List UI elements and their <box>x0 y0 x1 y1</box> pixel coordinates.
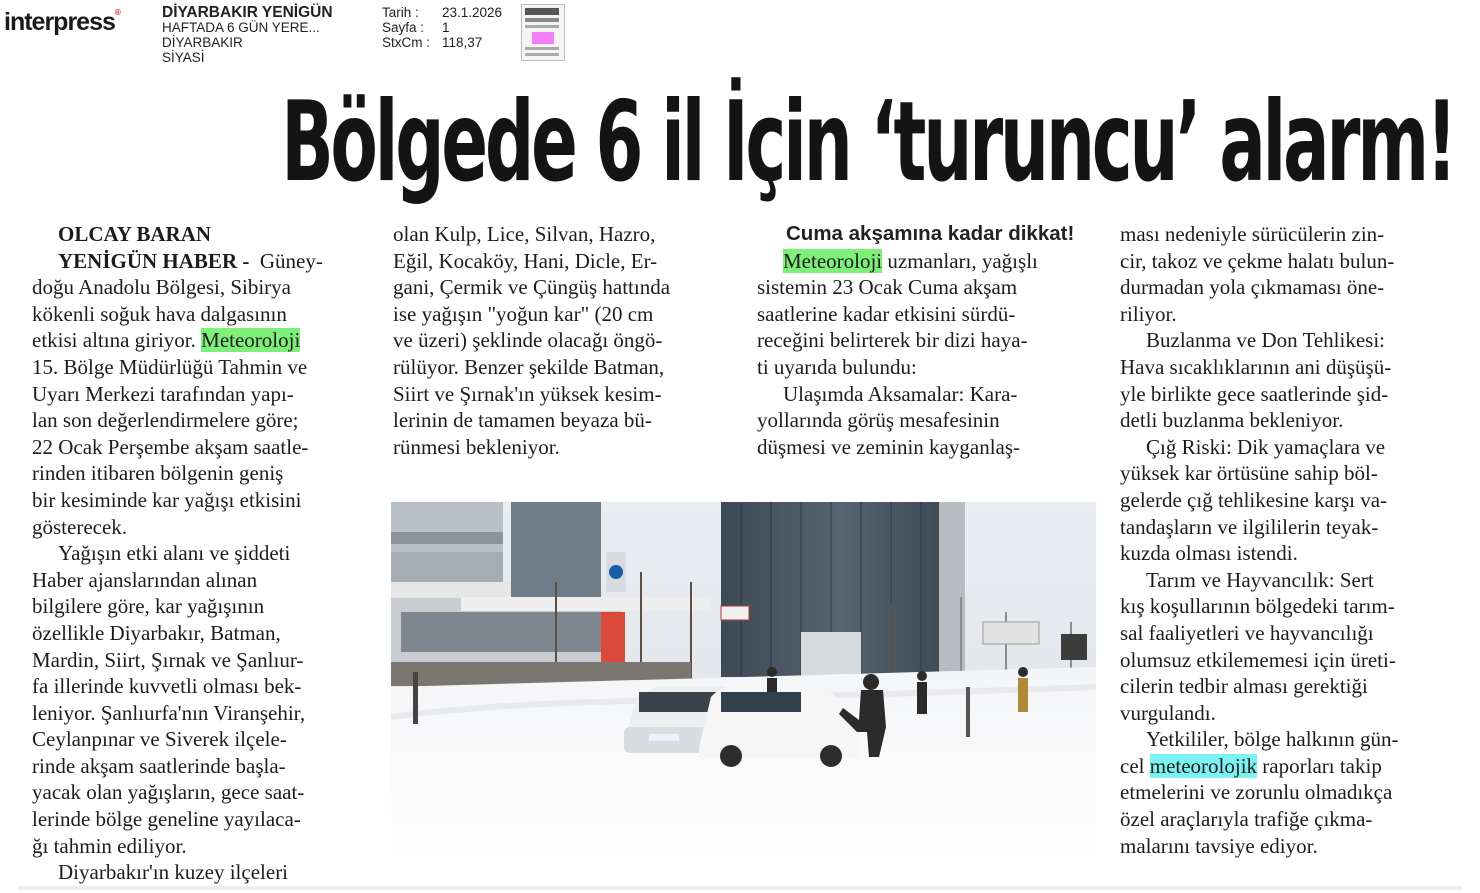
column-4 <box>1120 221 1465 859</box>
lead-line: YENİGÜN HABER - Güney- <box>58 248 323 273</box>
publication-city: DİYARBAKIR <box>162 35 243 50</box>
text-line: sistemin 23 Ocak Cuma akşam <box>757 275 1018 300</box>
publication-frequency: HAFTADA 6 GÜN YERE... <box>162 20 320 35</box>
text-line: Çığ Riski: Dik yamaçlara ve <box>1146 434 1386 459</box>
column-2 <box>393 221 743 460</box>
text-line: cel meteorolojik raporları takip <box>1120 753 1382 778</box>
text-line: ğı tahmin ediliyor. <box>32 833 187 858</box>
text-line: Hava sıcaklıklarının ani düşüşü- <box>1120 354 1392 379</box>
text-line: özel araçlarıyla trafiğe çıkma- <box>1120 807 1373 832</box>
publication-name: DİYARBAKIR YENİGÜN <box>162 4 333 21</box>
text-line: lerinin de tamamen beyaza bü- <box>393 408 652 433</box>
highlight-meteorolojik: meteorolojik <box>1149 753 1258 778</box>
text-line: 22 Ocak Perşembe akşam saatle- <box>32 434 309 459</box>
text-line: yacak olan yağışların, gece saat- <box>32 780 305 805</box>
text-line: düşmesi ve zeminin kayganlaş- <box>757 434 1021 459</box>
text-line: olumsuz etkilememesi için üreti- <box>1120 647 1396 672</box>
clipping-meta <box>382 5 502 50</box>
interpress-logo: interpress® <box>4 8 120 36</box>
page-thumbnail[interactable] <box>521 4 565 61</box>
text-line: Uyarı Merkezi tarafından yapı- <box>32 381 294 406</box>
byline-author: OLCAY BARAN <box>58 222 212 246</box>
text-line: detli buzlanma bekleniyor. <box>1120 408 1344 433</box>
snow-scene-illustration <box>391 502 1096 863</box>
text-line: kökenli soğuk hava dalgasının <box>32 301 287 326</box>
text-line: etmelerini ve zorunlu olmadıkça <box>1120 780 1393 805</box>
text-line: ti uyarıda bulundu: <box>757 354 917 379</box>
column-1 <box>32 221 372 886</box>
text-line: vurgulandı. <box>1120 700 1216 725</box>
column-3 <box>757 221 1102 460</box>
text-line: cilerin tedbir alması gerektiği <box>1120 674 1368 699</box>
text-line: malarını tavsiye ediyor. <box>1120 833 1318 858</box>
text-line: Buzlanma ve Don Tehlikesi: <box>1146 328 1386 353</box>
meta-page: Sayfa : 1 <box>382 20 450 35</box>
text-line: bilgilere göre, kar yağışının <box>32 594 265 619</box>
text-line: yüksek kar örtüsüne sahip böl- <box>1120 461 1378 486</box>
text-line: olan Kulp, Lice, Silvan, Hazro, <box>393 222 656 246</box>
text-line: bir kesiminde kar yağışı etkisini <box>32 487 302 512</box>
text-line: Yetkililer, bölge halkının gün- <box>1146 727 1399 752</box>
text-line: rinde akşam saatlerinde başla- <box>32 753 286 778</box>
meta-stxcm: StxCm : 118,37 <box>382 35 483 50</box>
text-line: gani, Çermik ve Çüngüş hattında <box>393 275 671 300</box>
text-line: lan son değerlendirmelere göre; <box>32 408 299 433</box>
text-line: 15. Bölge Müdürlüğü Tahmin ve <box>32 354 308 379</box>
text-line: tandaşların ve ilgililerin teyak- <box>1120 514 1379 539</box>
text-line: Ceylanpınar ve Siverek ilçele- <box>32 727 287 752</box>
headline: Bölgede 6 il İçin ‘turuncu’ alarm! <box>281 78 1455 207</box>
publication-section: SİYASİ <box>162 50 205 65</box>
text-line: yle birlikte gece saatlerinde şid- <box>1120 381 1389 406</box>
text-line: Eğil, Kocaköy, Hani, Dicle, Er- <box>393 248 658 273</box>
text-line: riliyor. <box>1120 301 1177 326</box>
text-line: lerinde bölge geneline yayılaca- <box>32 807 301 832</box>
text-line: kuzda olması istendi. <box>1120 541 1298 566</box>
text-line: fa illerinde kuvvetli olması bek- <box>32 674 302 699</box>
text-line: leniyor. Şanlıurfa'nın Viranşehir, <box>32 700 306 725</box>
text-line: rinden itibaren bölgenin geniş <box>32 461 284 486</box>
meta-date: Tarih : 23.1.2026 <box>382 5 503 20</box>
bottom-rule <box>18 886 1462 890</box>
highlight-meteoroloji: Meteoroloji <box>783 248 883 273</box>
text-line: cir, takoz ve çekme halatı bulun- <box>1120 248 1395 273</box>
text-line: gelerde çığ tehlikesine karşı va- <box>1120 487 1388 512</box>
publication-info <box>162 5 333 65</box>
text-line: sal faaliyetleri ve hayvancılığı <box>1120 620 1374 645</box>
text-line: Diyarbakır'ın kuzey ilçeleri <box>58 860 289 885</box>
text-line: Siirt ve Şırnak'ın yüksek kesim- <box>393 381 662 406</box>
text-line: doğu Anadolu Bölgesi, Sibirya <box>32 275 291 300</box>
text-line: yollarında görüş mesafesinin <box>757 408 1000 433</box>
text-line: özellikle Diyarbakır, Batman, <box>32 620 281 645</box>
text-line: rünmesi bekleniyor. <box>393 434 560 459</box>
text-line: receğini belirterek bir dizi haya- <box>757 328 1028 353</box>
text-line: Ulaşımda Aksamalar: Kara- <box>783 381 1018 406</box>
text-line: Tarım ve Hayvancılık: Sert <box>1146 567 1374 592</box>
text-line: ise yağışın "yoğun kar" (20 cm <box>393 301 654 326</box>
news-photo-snowy-street <box>391 502 1096 863</box>
text-line: durmadan yola çıkmaması öne- <box>1120 275 1385 300</box>
text-line: Yağışın etki alanı ve şiddeti <box>58 541 291 566</box>
text-line: Meteoroloji uzmanları, yağışlı <box>783 248 1038 273</box>
text-line: ması nedeniyle sürücülerin zin- <box>1120 222 1385 246</box>
text-line: gösterecek. <box>32 514 128 539</box>
text-line: Mardin, Siirt, Şırnak ve Şanlıur- <box>32 647 304 672</box>
car-front <box>699 684 859 767</box>
subheading: Cuma akşamına kadar dikkat! <box>786 222 1075 245</box>
text-line: Haber ajanslarından alınan <box>32 567 258 592</box>
text-line: kış koşullarının bölgedeki tarım- <box>1120 594 1395 619</box>
highlight-meteoroloji: Meteoroloji <box>201 328 301 353</box>
text-line: saatlerine kadar etkisini sürdü- <box>757 301 1016 326</box>
text-line: ve üzeri) şeklinde olacağı öngö- <box>393 328 663 353</box>
text-line: etkisi altına giriyor. Meteoroloji <box>32 328 301 353</box>
text-line: rülüyor. Benzer şekilde Batman, <box>393 354 665 379</box>
